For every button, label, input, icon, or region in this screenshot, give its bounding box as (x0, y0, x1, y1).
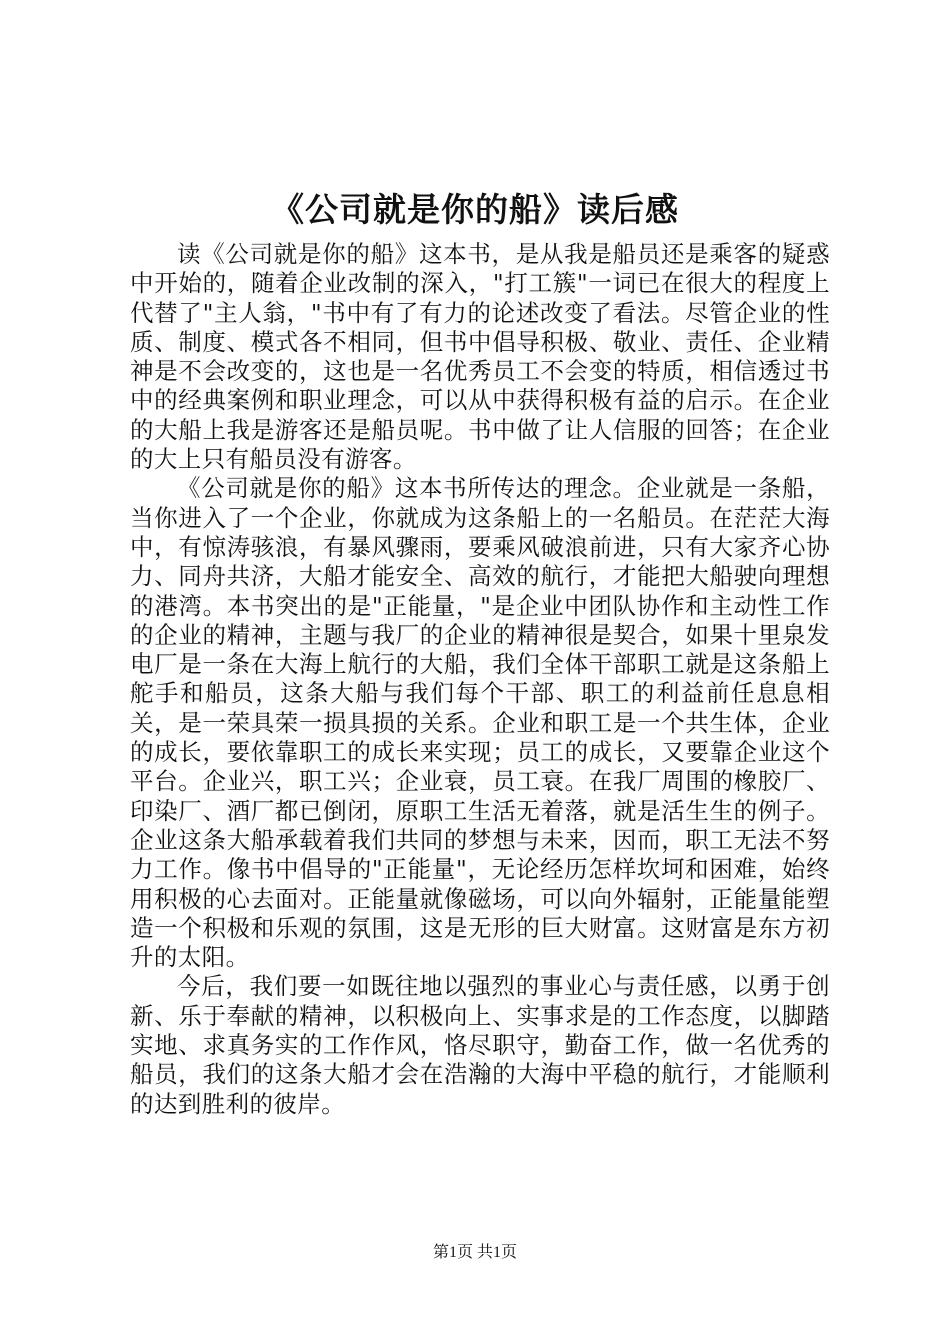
paragraph-2: 《公司就是你的船》这本书所传达的理念。企业就是一条船，当你进入了一个企业，你就成为这条船上的一名船员。在茫茫大海中，有惊涛骇浪，有暴风骤雨，要乘风破浪前进，只有大家齐心协力、同舟共济，大船才能安全、高效的航行，才能把大船驶向理想的港湾。本书突出的是"正能量，"是企业中团队协作和主动性工作的企业的精神，主题与我厂的企业的精神很是契合，如果十里泉发电厂是一条在大海上航行的大船，我们全体干部职工就是这条船上舵手和船员，这条大船与我们每个干部、职工的利益前任息息相关，是一荣具荣一损具损的关系。企业和职工是一个共生体，企业的成长，要依靠职工的成长来实现；员工的成长，又要靠企业这个平台。企业兴，职工兴；企业衰，员工衰。在我厂周围的橡胶厂、印染厂、酒厂都已倒闭，原职工生活无着落，就是活生生的例子。企业这条大船承载着我们共同的梦想与未来，因而，职工无法不努力工作。像书中倡导的"正能量"，无论经历怎样坎坷和困难，始终用积极的心去面对。正能量就像磁场，可以向外辐射，正能量能塑造一个积极和乐观的氛围，这是无形的巨大财富。这财富是东方初升的太阳。 (130, 474, 830, 972)
paragraph-3: 今后，我们要一如既往地以强烈的事业心与责任感，以勇于创新、乐于奉献的精神，以积极向上、实事求是的工作态度，以脚踏实地、求真务实的工作作风，恪尽职守，勤奋工作，做一名优秀的船员，我们的这条大船才会在浩瀚的大海中平稳的航行，才能顺利的达到胜利的彼岸。 (130, 972, 830, 1118)
document-body (130, 240, 830, 1119)
paragraph-1: 读《公司就是你的船》这本书，是从我是船员还是乘客的疑惑中开始的，随着企业改制的深入，"打工簇"一词已在很大的程度上代替了"主人翁，"书中有了有力的论述改变了看法。尽管企业的性质、制度、模式各不相同，但书中倡导积极、敬业、责任、企业精神是不会改变的，这也是一名优秀员工不会变的特质，相信透过书中的经典案例和职业理念，可以从中获得积极有益的启示。在企业的大船上我是游客还是船员呢。书中做了让人信服的回答；在企业的大上只有船员没有游客。 (130, 240, 830, 474)
page-footer: 第1页 共1页 (432, 1244, 517, 1261)
document-title: 《公司就是你的船》读后感 (271, 190, 679, 229)
